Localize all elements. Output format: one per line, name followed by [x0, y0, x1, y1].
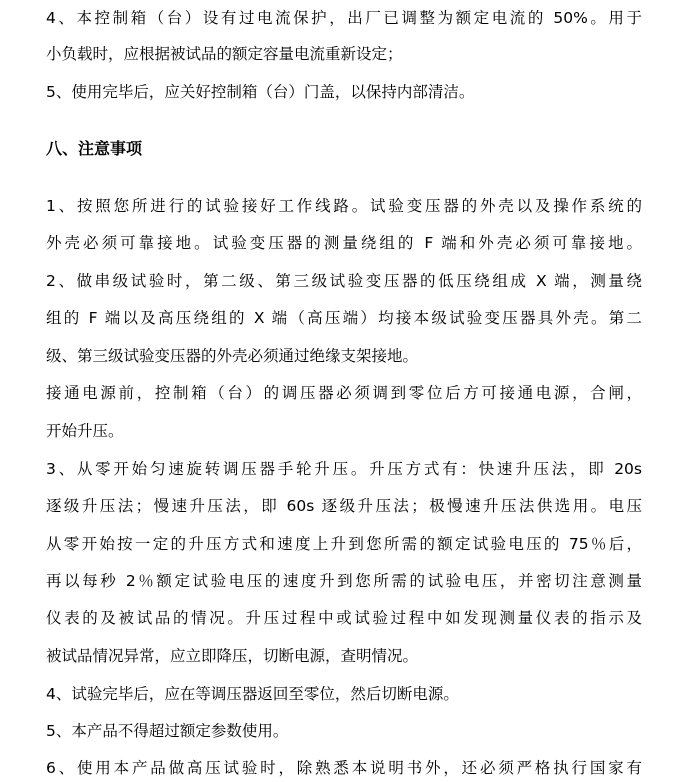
text-line-19: 5、本产品不得超过额定参数使用。: [46, 722, 289, 740]
text-line-9: 级、第三级试验变压器的外壳必须通过绝缘支架接地。: [46, 347, 419, 365]
text-line-7: 2、做串级试验时，第二级、第三级试验变压器的低压绕组成 X 端，测量绕: [46, 272, 642, 290]
text-line-14: 从零开始按一定的升压方式和速度上升到您所需的额定试验电压的 75％后，: [46, 535, 642, 553]
section-heading: 八、注意事项: [46, 139, 143, 158]
text-line-13: 逐级升压法；慢速升压法，即 60s 逐级升压法；极慢速升压法供选用。电压: [46, 497, 642, 515]
text-line-10: 接通电源前，控制箱（台）的调压器必须调到零位后方可接通电源，合闸，: [46, 384, 642, 402]
text-line-15: 再以每秒 2％额定试验电压的速度升到您所需的试验电压，并密切注意测量: [46, 572, 642, 590]
text-line-2: 小负载时，应根据被试品的额定容量电流重新设定；: [46, 45, 403, 63]
text-line-5: 1、按照您所进行的试验接好工作线路。试验变压器的外壳以及操作系统的: [46, 197, 642, 215]
text-line-20: 6、使用本产品做高压试验时，除熟悉本说明书外，还必须严格执行国家有: [46, 759, 642, 777]
text-line-11: 开始升压。: [46, 422, 124, 440]
text-line-8: 组的 F 端以及高压绕组的 X 端（高压端）均接本级试验变压器具外壳。第二: [46, 309, 642, 327]
text-line-1: 4、本控制箱（台）设有过电流保护，出厂已调整为额定电流的 50%。用于: [46, 9, 642, 27]
text-line-18: 4、试验完毕后，应在等调压器返回至零位，然后切断电源。: [46, 685, 459, 703]
text-line-17: 被试品情况异常，应立即降压，切断电源，查明情况。: [46, 647, 419, 665]
text-line-12: 3、从零开始匀速旋转调压器手轮升压。升压方式有：快速升压法，即 20s: [46, 460, 642, 478]
text-line-16: 仪表的及被试品的情况。升压过程中或试验过程中如发现测量仪表的指示及: [46, 609, 642, 627]
text-line-3: 5、使用完毕后，应关好控制箱（台）门盖，以保持内部清洁。: [46, 83, 475, 101]
text-line-6: 外壳必须可靠接地。试验变压器的测量绕组的 F 端和外壳必须可靠接地。: [46, 234, 642, 252]
